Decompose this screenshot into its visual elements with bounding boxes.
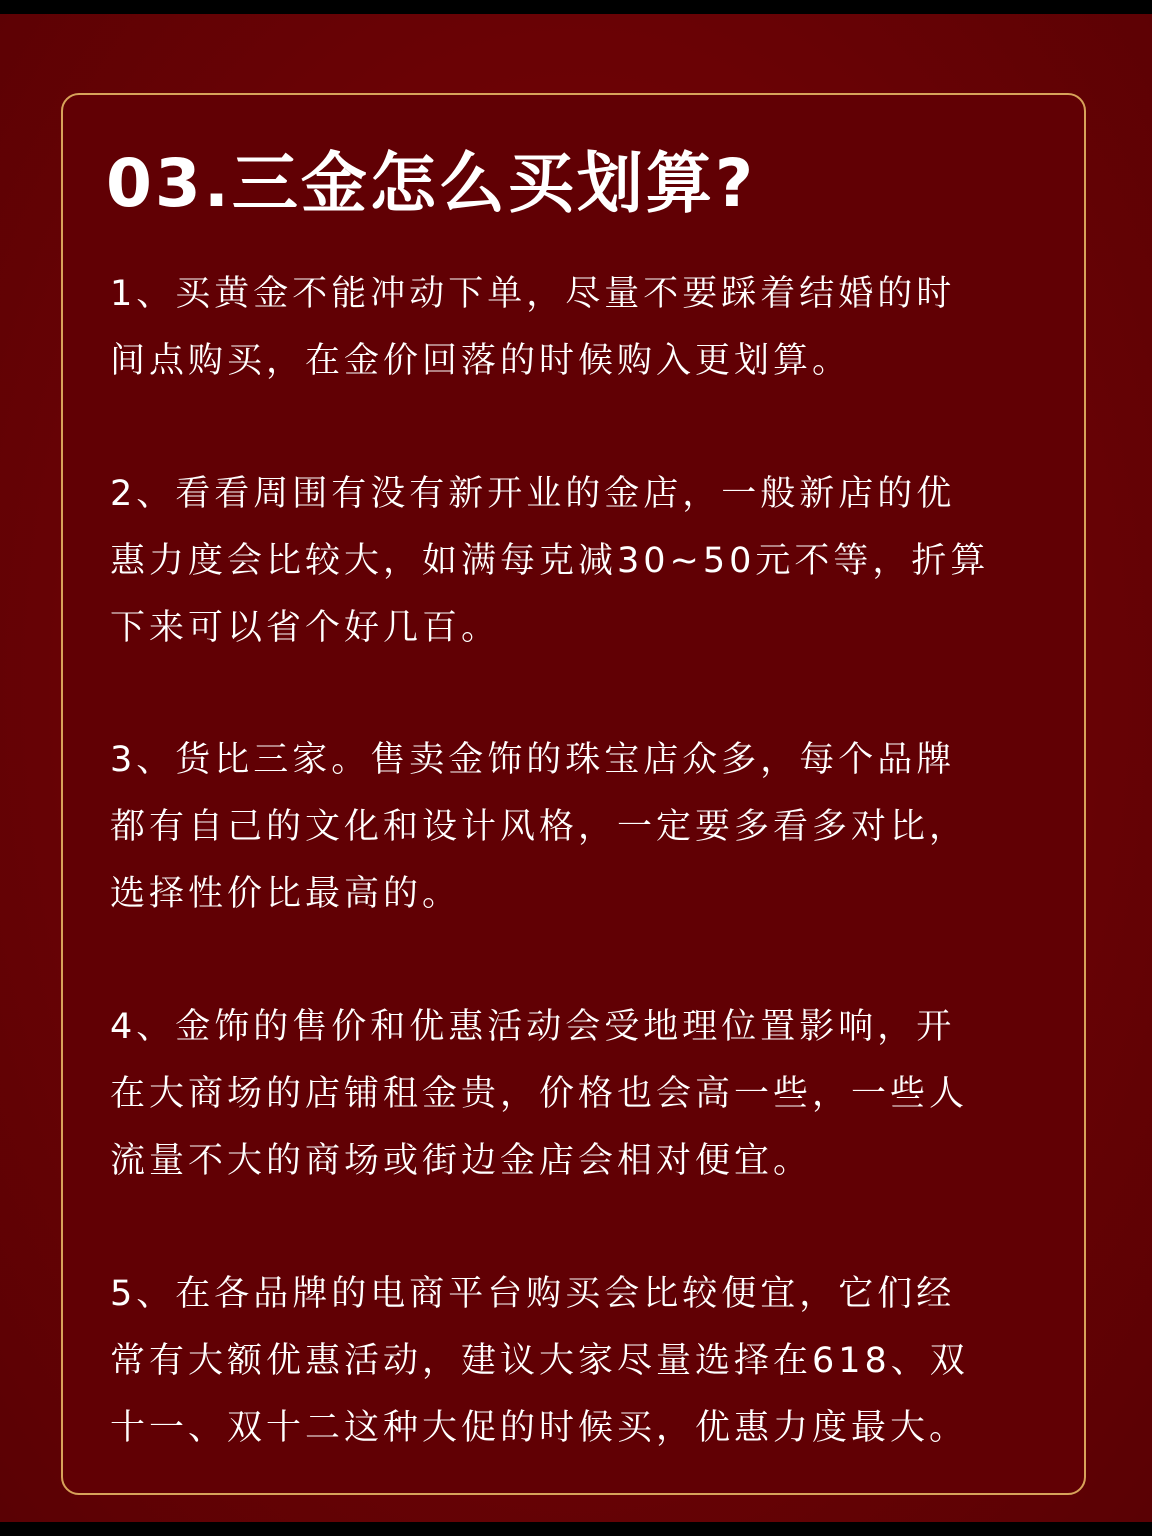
- page-title: 03.三金怎么买划算?: [106, 145, 757, 222]
- tip-3-line-3: 选择性价比最高的。: [110, 874, 462, 914]
- tip-paragraph-3: [110, 727, 1040, 928]
- tip-4-line-2: 在大商场的店铺租金贵，价格也会高一些，一些人: [110, 1074, 969, 1114]
- tip-5-line-2: 常有大额优惠活动，建议大家尽量选择在618、双: [110, 1341, 969, 1381]
- tip-paragraph-5: [110, 1261, 1040, 1462]
- tip-2-line-1: 2、看看周围有没有新开业的金店，一般新店的优: [110, 474, 956, 514]
- tip-5-line-1: 5、在各品牌的电商平台购买会比较便宜，它们经: [110, 1274, 956, 1314]
- tip-4-line-3: 流量不大的商场或街边金店会相对便宜。: [110, 1141, 813, 1181]
- tip-1-line-2: 间点购买，在金价回落的时候购入更划算。: [110, 341, 852, 381]
- tip-4-line-1: 4、金饰的售价和优惠活动会受地理位置影响，开: [110, 1007, 956, 1047]
- tip-3-line-1: 3、货比三家。售卖金饰的珠宝店众多，每个品牌: [110, 740, 956, 780]
- tip-2-line-2: 惠力度会比较大，如满每克减30~50元不等，折算: [110, 541, 990, 581]
- tip-1-line-1: 1、买黄金不能冲动下单，尽量不要踩着结婚的时: [110, 274, 956, 314]
- tip-paragraph-1: [110, 261, 1040, 395]
- tip-paragraph-4: [110, 994, 1040, 1195]
- tip-3-line-2: 都有自己的文化和设计风格，一定要多看多对比，: [110, 807, 969, 847]
- tip-paragraph-2: [110, 461, 1040, 662]
- tip-2-line-3: 下来可以省个好几百。: [110, 608, 501, 648]
- tip-5-line-3: 十一、双十二这种大促的时候买，优惠力度最大。: [110, 1408, 969, 1448]
